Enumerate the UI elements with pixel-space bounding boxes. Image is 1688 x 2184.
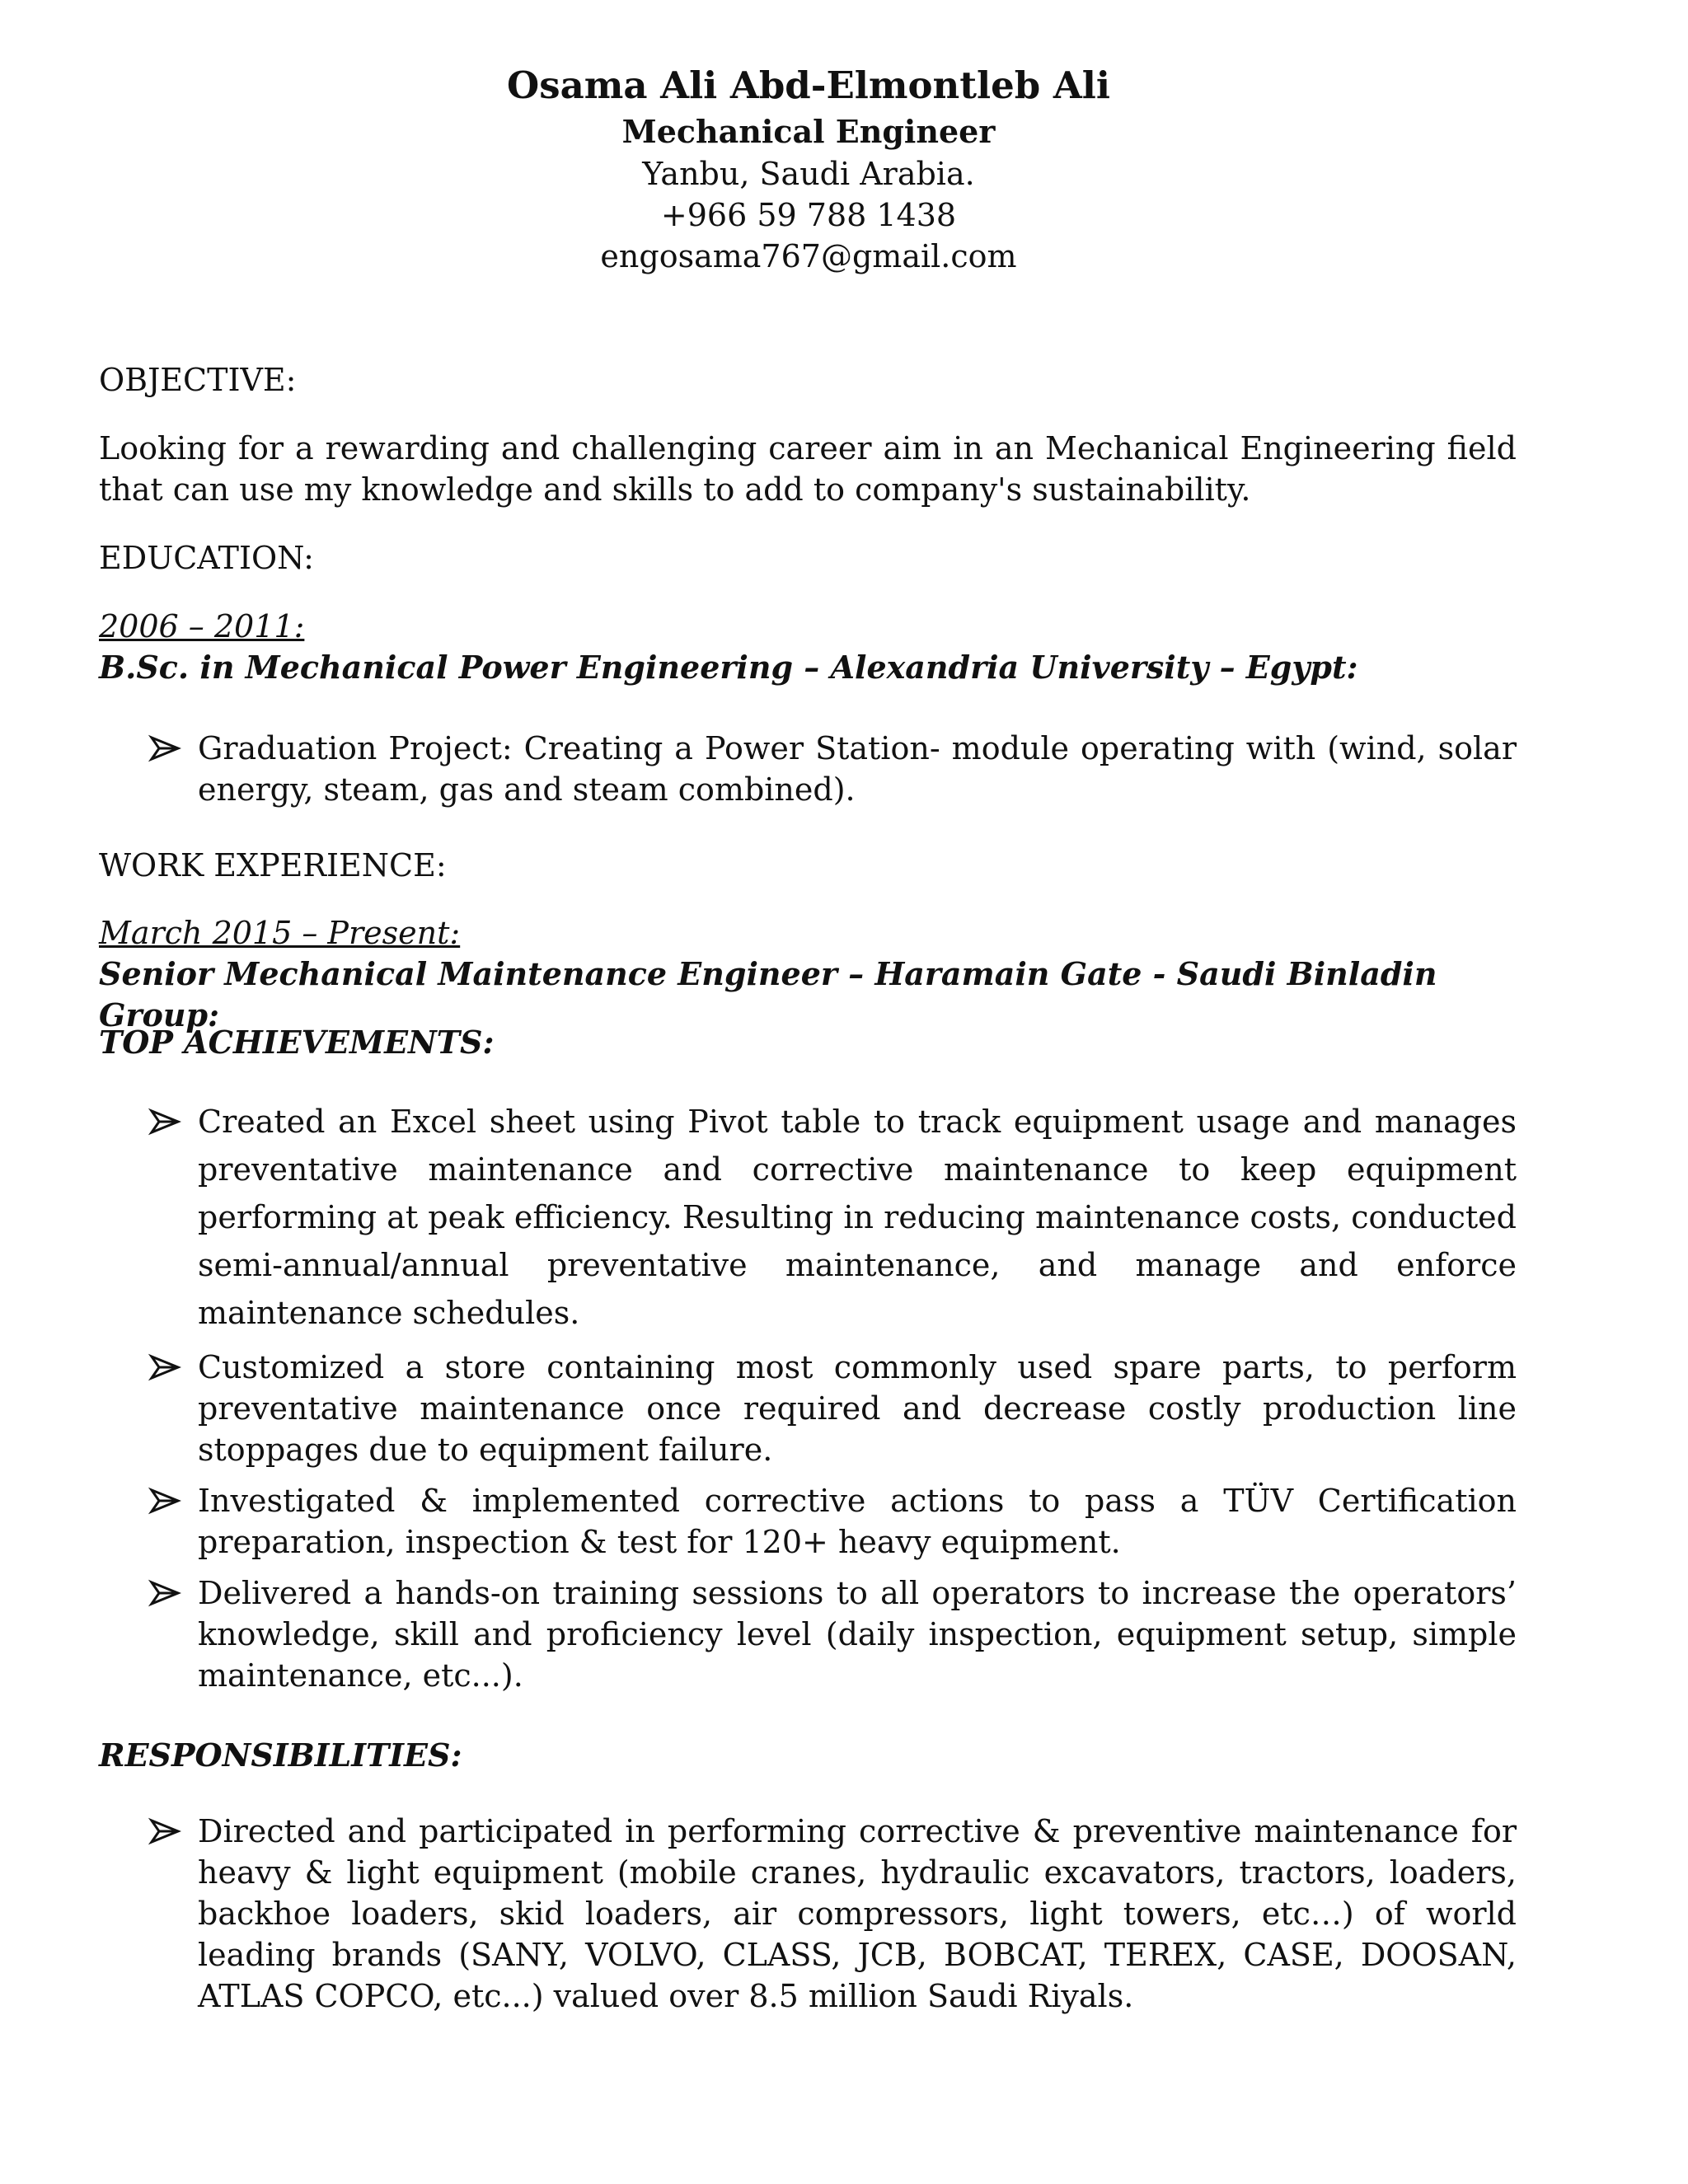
location: Yanbu, Saudi Arabia. — [642, 156, 975, 192]
objective-text: Looking for a rewarding and challenging career aim in an Mechanical Engineering field that can use my knowledge and skills to add to company's sustainability. — [99, 430, 1517, 508]
education-bullet-list — [99, 728, 1517, 810]
email-address: engosama767@gmail.com — [600, 238, 1017, 274]
arrow-bullet-icon — [148, 728, 181, 769]
education-heading: EDUCATION: — [99, 540, 314, 576]
achievements-list — [99, 1098, 1517, 1696]
arrow-bullet-icon — [148, 1347, 181, 1388]
bullet-text: Directed and participated in performing corrective & preventive maintenance for heavy & light equipment (mobile cranes, hydraulic excavators, tractors, loaders, backhoe loaders, skid loaders, air compressors, light towers, etc…) of world leading brands (SANY, VOLVO, CLASS, JCB, BOBCAT, TEREX, CASE, DOOSAN, ATLAS COPCO, etc...) valued over 8.5 million Saudi Riyals. — [198, 1813, 1517, 2014]
responsibilities-heading: RESPONSIBILITIES: — [99, 1736, 462, 1774]
achievements-heading: TOP ACHIEVEMENTS: — [99, 1024, 495, 1061]
education-date: 2006 – 2011: — [99, 608, 305, 644]
job-title: Mechanical Engineer — [621, 113, 996, 150]
arrow-bullet-icon — [148, 1101, 181, 1142]
work-date: March 2015 – Present: — [99, 915, 461, 951]
bullet-text: Graduation Project: Creating a Power Station- module operating with (wind, solar energy, steam, gas and steam combined). — [198, 730, 1517, 808]
education-degree: B.Sc. in Mechanical Power Engineering – Alexandria University – Egypt: — [99, 649, 1358, 686]
bullet-text: Created an Excel sheet using Pivot table to track equipment usage and manages preventative maintenance and corrective maintenance to keep equipment performing at peak efficiency. Resulting in reducing maintenance costs, conducted semi-annual/annual preventative maintenance, and manage and enforce maintenance schedules. — [198, 1104, 1517, 1331]
responsibilities-list — [99, 1811, 1517, 2017]
arrow-bullet-icon — [148, 1811, 181, 1852]
phone-number: +966 59 788 1438 — [660, 197, 957, 233]
candidate-name: Osama Ali Abd-Elmontleb Ali — [507, 63, 1110, 107]
work-position: Senior Mechanical Maintenance Engineer – Haramain Gate - Saudi Binladin Group: — [99, 955, 1437, 1033]
objective-heading: OBJECTIVE: — [99, 362, 297, 398]
bullet-text: Customized a store containing most commonly used spare parts, to perform preventative maintenance once required and decrease costly production line stoppages due to equipment failure. — [198, 1349, 1517, 1468]
resume-header — [0, 61, 1617, 277]
arrow-bullet-icon — [148, 1572, 181, 1614]
list-item — [99, 1480, 1517, 1563]
list-item — [99, 728, 1517, 810]
list-item — [99, 1811, 1517, 2017]
list-item — [99, 1098, 1517, 1337]
list-item — [99, 1572, 1517, 1696]
list-item — [99, 1347, 1517, 1470]
arrow-bullet-icon — [148, 1480, 181, 1521]
bullet-text: Investigated & implemented corrective actions to pass a TÜV Certification preparation, inspection & test for 120+ heavy equipment. — [198, 1483, 1517, 1560]
bullet-text: Delivered a hands-on training sessions to all operators to increase the operators’ knowledge, skill and proficiency level (daily inspection, equipment setup, simple maintenance, etc...). — [198, 1575, 1517, 1694]
work-experience-heading: WORK EXPERIENCE: — [99, 847, 447, 883]
